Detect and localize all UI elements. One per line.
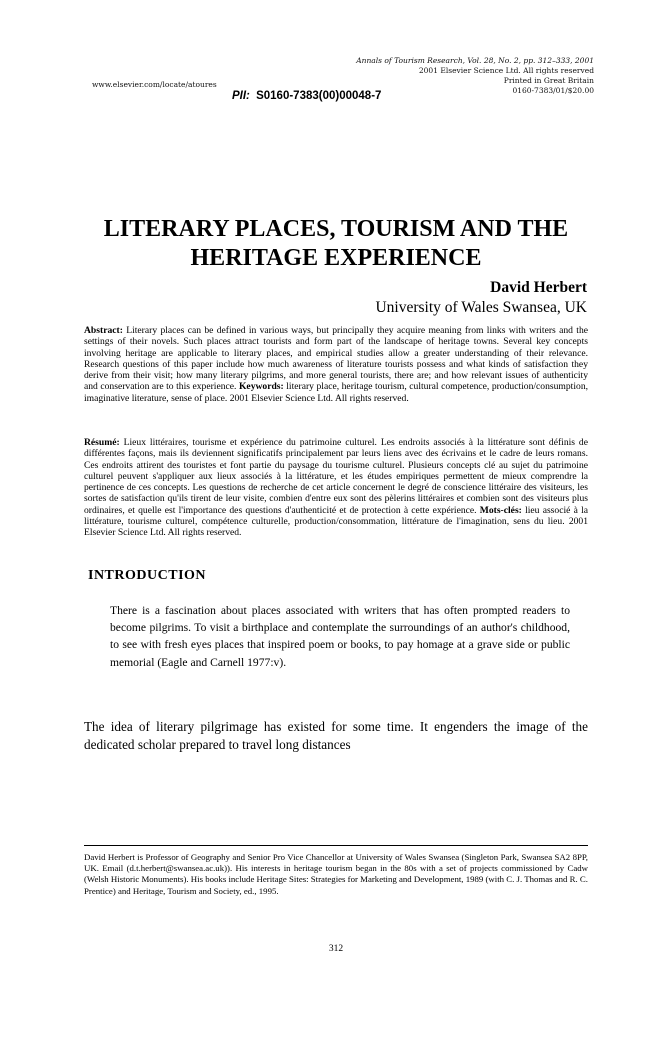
issn-line: 0160-7383/01/$20.00 — [512, 86, 594, 95]
resume-text: Lieux littéraires, tourisme et expérience du patrimoine culturel. Les endroits associés à la littérature sont définis de différentes façons, mais ils deviennent significatifs principalement par leurs liens avec des écrivains et le cadre de leurs romans. Ces endroits attirent des touristes et font partie du paysage du tourisme culturel. Plusieurs concepts clé au sujet du patrimoine culturel peuvent s'appliquer aux lieux associés à la littérature, et les études empiriques permettent de mieux comprendre la pertinence de ces concepts. Les questions de recherche de cet article concernent le degré de conscience littéraire des visiteurs, les sortes de satisfaction qu'ils tirent de leur visite, combien d'entre eux sont des pèlerins littéraires et combien sont des visiteurs plus ordinaires, et quelle est l'importance des questions d'authenticité et de protection à cette expérience. — [84, 437, 588, 516]
abstract — [84, 325, 588, 404]
abstract-keywords-label: Keywords: — [238, 381, 284, 393]
author-block — [375, 278, 587, 318]
abstract-text: Literary places can be defined in various ways, but principally they acquire meaning from links with writers and the settings of their novels. Such places attract tourists and form part of the landscape of heritage towns. Several key concepts involving heritage are applicable to literary places, and empirical studies allow a greater understanding of their relevance. Research questions of this paper include how much awareness of literature tourists possess and what kinds of satisfaction they derive from their visit; how many literary pilgrims, and more general tourists, there are; and how relevant issues of authenticity and conservation are to this experience. — [84, 325, 588, 393]
abstract-label: Abstract: — [84, 325, 123, 336]
footnote-divider — [84, 845, 588, 846]
resume — [84, 437, 588, 539]
abstract-keywords: literary place, heritage tourism, cultural competence, production/consumption, imaginative literature, sense of place. — [84, 381, 589, 404]
pii-value: S0160-7383(00)00048-7 — [256, 90, 382, 102]
author-affiliation: University of Wales Swansea, UK — [375, 299, 587, 316]
section-heading: INTRODUCTION — [88, 568, 207, 583]
epigraph-quote: There is a fascination about places associated with writers that has often prompted readers to become pilgrims. To visit a birthplace and contemplate the surroundings of an author's childhood, to see with fresh eyes places that inspired poem or books, to pay homage at a grave side or public memorial (Eagle and Carnell 1977:v). — [110, 604, 570, 669]
copyright-line: 2001 Elsevier Science Ltd. All rights reserved — [418, 66, 594, 75]
journal-citation: Annals of Tourism Research, Vol. 28, No. 2, pp. 312–333, 2001 — [356, 56, 594, 65]
author-name: David Herbert — [490, 279, 587, 296]
abstract-copyright: 2001 Elsevier Science Ltd. All rights reserved. — [229, 392, 409, 404]
resume-label: Résumé: — [84, 437, 120, 448]
journal-url[interactable]: www.elsevier.com/locate/atoures — [92, 80, 217, 89]
pii-label: PII: — [232, 90, 250, 102]
page-number: 312 — [328, 944, 344, 954]
resume-copyright: 2001 Elsevier Science Ltd. All rights reserved. — [84, 516, 588, 539]
article-title: LITERARY PLACES, TOURISM AND THE HERITAGE EXPERIENCE — [103, 216, 569, 271]
pii-identifier — [232, 90, 381, 102]
resume-keywords-label: Mots-clés: — [479, 504, 522, 516]
author-footnote: David Herbert is Professor of Geography and Senior Pro Vice Chancellor at University of Wales Swansea (Singleton Park, Swansea SA2 8PP, UK. Email (d.t.herbert@swansea.ac.uk)). His interests in heritage tourism began in the 80s with a set of projects commissioned by Cadw (Welsh Historic Monuments). His books include Heritage Sites: Strategies for Marketing and Development, 1989 (with C. J. Thomas and R. C. Prentice) and Heritage, Tourism and Society, ed., 1995. — [84, 852, 588, 896]
printed-line: Printed in Great Britain — [503, 76, 594, 85]
introduction-paragraph: The idea of literary pilgrimage has existed for some time. It engenders the image of the dedicated scholar prepared to travel long distances — [84, 719, 588, 752]
resume-keywords: lieu associé à la littérature, tourisme culturel, compétence culturelle, production/consommation, littérature de l'imagination, sens du lieu. — [84, 504, 588, 528]
publication-info — [356, 56, 594, 96]
